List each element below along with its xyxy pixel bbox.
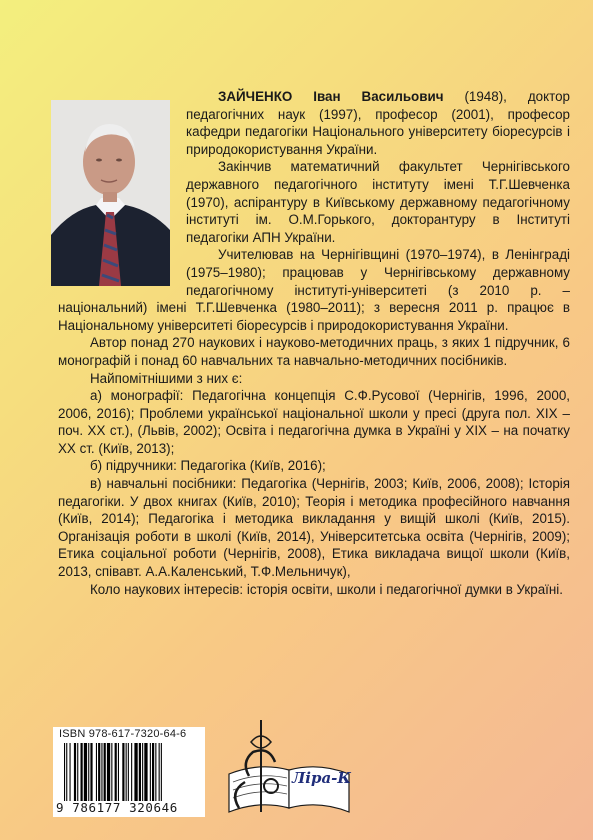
bio-paragraph-works: Автор понад 270 наукових і науково-методичних праць, з яких 1 підручник, 6 монографій і понад 60 навчальних та навчально-методичних посібників. [58, 335, 570, 368]
barcode-digits: 9 786177 320646 [56, 800, 178, 815]
bio-paragraph-intro: ЗАЙЧЕНКО Іван Васильович (1948), доктор педагогічних наук (1997), професор (2001), професор кафедри педагогіки Національного університету біоресурсів і природокористування України. [186, 89, 570, 157]
bio-paragraph-career: Учителював на Чернігівщині (1970–1974), в Ленінграді (1975–1980); працював у Чернігівському державному педагогічному інституті-університеті (з 2010 р. – національний) імені Т.Г.Шевченка (1980–2011); з вересня 2011 р. працює в Національному університеті біоресурсів і природокористування України. [58, 247, 570, 333]
bio-paragraph-notable: Найпомітнішими з них є: [90, 370, 243, 386]
bio-paragraph-monographs: а) монографії: Педагогічна концепція С.Ф.Русової (Чернігів, 1996, 2000, 2006, 2016); Проблеми української національної школи у пресі (друга пол. XIX – поч. XX ст.), (Львів, 2002); Освіта і педагогічна думка в Україні у XIX – на початку XX ст. (Київ, 2013); [58, 388, 570, 456]
bio-paragraph-textbooks: б) підручники: Педагогіка (Київ, 2016); [90, 458, 326, 474]
publisher-logo [219, 712, 359, 822]
barcode-bars [64, 743, 198, 801]
author-name: ЗАЙЧЕНКО Іван Васильович [218, 89, 444, 104]
bio-paragraph-education: Закінчив математичний факультет Чернігівського державного педагогічного інституту імені Т.Г.Шевченка (1970), аспірантуру в Київському державному педагогічному інституті ім. О.М.Горького, докторантуру в Інституті педагогіки АПН України. [186, 159, 570, 245]
isbn-label: ISBN 978-617-7320-64-6 [59, 728, 187, 740]
isbn-barcode [53, 727, 205, 817]
bio-paragraph-manuals: в) навчальні посібники: Педагогіка (Чернігів, 2003; Київ, 2006, 2008); Історія педагогіки. У двох книгах (Київ, 2010); Теорія і методика професійного навчання (Київ, 2014); Педагогіка і методика викладання у вищій школі (Київ, 2015). Організація роботи в школі (Київ, 2014), Університетська освіта (Чернігів, 2009); Етика соціальної роботи (Чернігів, 2008), Етика викладача вищої школи (Київ, 2013, співавт. А.А.Каленський, Т.Ф.Мельничук), [58, 476, 570, 580]
publisher-name: Ліра-К [292, 769, 352, 787]
bio-paragraph-interests: Коло наукових інтересів: історія освіти, школи і педагогічної думки в Україні. [90, 581, 563, 597]
biography-text [58, 88, 570, 598]
